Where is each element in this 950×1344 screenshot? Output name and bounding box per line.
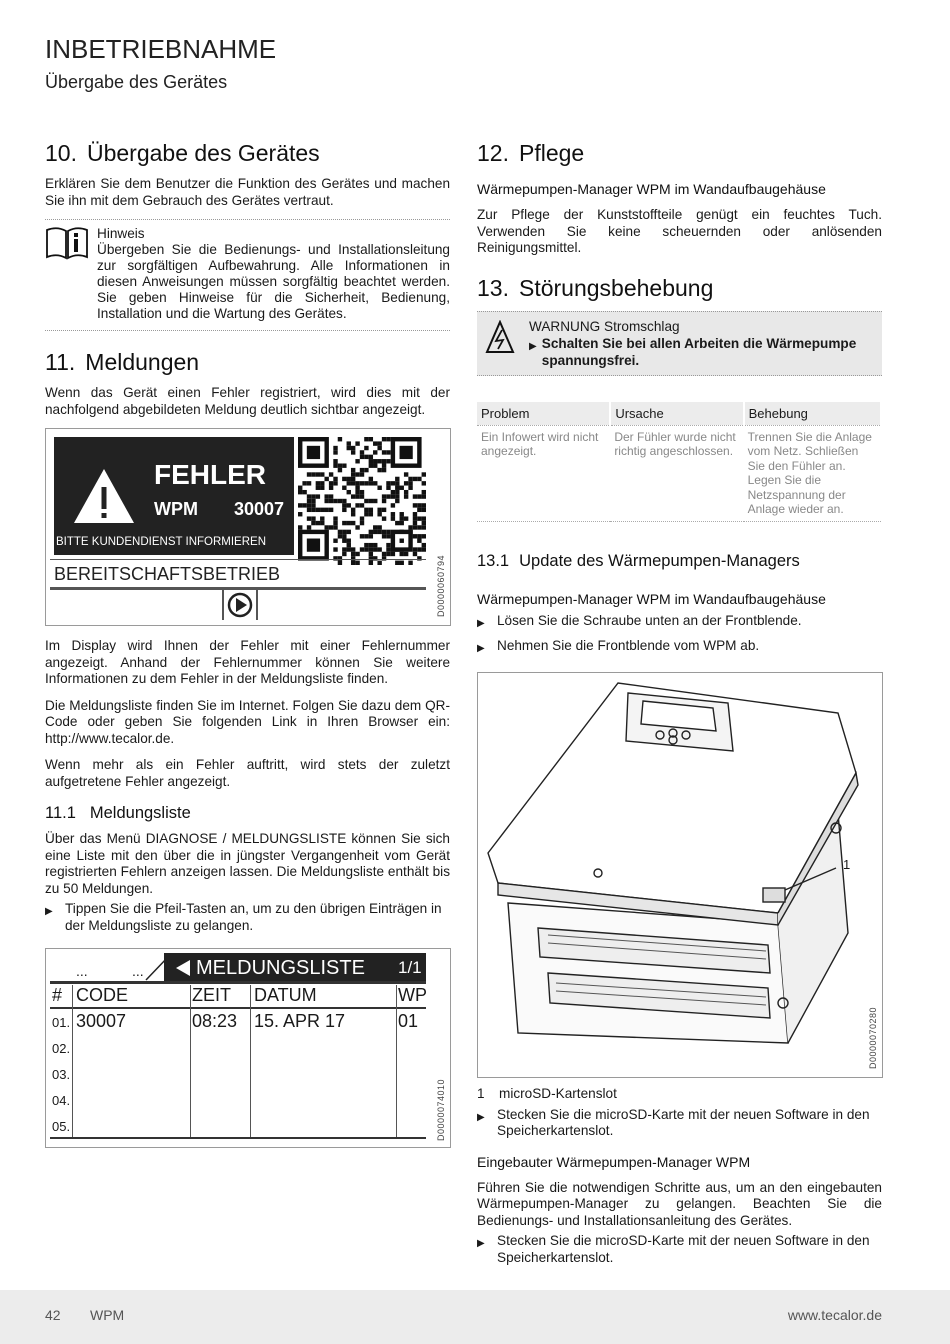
note-title: Hinweis [97,226,145,241]
list-cell: 05. [52,1119,71,1134]
section-12-subheading: Wärmepumpen-Manager WPM im Wandaufbaugehäuse [477,181,826,197]
page-footer [0,1290,950,1344]
error-display-figure [45,428,451,626]
list-cell: 02. [52,1041,71,1056]
section-10-heading: 10. Übergabe des Gerätes [45,140,320,166]
section-13-1-heading: 13.1 Update des Wärmepumpen-Managers [477,551,800,570]
message-list-figure [45,948,451,1148]
list-cell: 01. [52,1015,71,1030]
section-13-heading: 13. Störungsbehebung [477,274,714,301]
play-circle-icon [224,590,256,620]
list-cell: 04. [52,1093,71,1108]
section-12-heading: 12. Pflege [477,140,585,166]
list-title: MELDUNGSLISTE [196,957,365,979]
left-column [45,140,450,1148]
back-arrow-icon[interactable] [174,959,192,977]
bullet-triangle-icon: ▶ [477,1111,485,1123]
table-cell: Trennen Sie die Anlage vom Netz. Schließen Sie den Fühler an. Legen Sie die Netzspannung der Anlage wieder an. [744,425,881,521]
list-cell: 08:23 [192,1011,238,1031]
list-cell: 15. APR 17 [254,1011,346,1031]
table-cell: Ein Infowert wird nicht angezeigt. [477,425,610,521]
list-header: WP [398,985,427,1005]
section-11-heading: 11. Meldungen [45,349,200,375]
table-row [477,425,881,521]
list-header: DATUM [254,985,317,1005]
figure-legend [477,1086,882,1101]
list-page: 1/1 [398,958,422,977]
bullet-triangle-icon: ▶ [477,1238,485,1249]
bullet-triangle-icon: ▶ [529,340,537,352]
section-11-1-text: Über das Menü DIAGNOSE / MELDUNGSLISTE können Sie sich eine Liste mit den über die in jüngster Vergangenheit vom Gerät registrierten Fehlern anzeigen lassen. Die Meldungsliste enthält bis zu 50 Meldungen. [45,831,450,896]
next-button[interactable] [222,590,258,620]
warning-triangle-icon [72,467,136,525]
bullet-triangle-icon: ▶ [45,906,53,917]
chapter-subtitle: Übergabe des Gerätes [45,72,228,92]
section-13-1-subheading: Wärmepumpen-Manager WPM im Wandaufbaugehäuse [477,590,826,607]
document-name: WPM [90,1307,125,1323]
section-11-p3: Wenn mehr als ein Fehler auftritt, wird stets der zuletzt aufgetretene Fehler angezeigt. [45,757,450,789]
figure-id: D0000060794 [436,554,446,617]
legend-number: 1 [477,1085,485,1101]
bullet-item: ▶ Tippen Sie die Pfeil-Tasten an, um zu den übrigen Einträgen in der Meldungsliste zu gelangen. [45,901,442,933]
warning-box [477,311,882,376]
qr-code-icon[interactable] [298,437,426,565]
error-device: WPM [154,499,198,519]
manual-info-icon [45,226,89,322]
table-cell: Der Fühler wurde nicht richtig angeschlossen. [610,425,743,521]
table-header: Behebung [744,402,881,426]
bullet-item: ▶ Stecken Sie die microSD-Karte mit der neuen Software in den Speicherkartenslot. [477,1106,870,1138]
list-header: CODE [76,985,129,1005]
section-11-p2: Die Meldungsliste finden Sie im Internet. Folgen Sie dazu dem QR-Code oder geben Sie folgenden Link in Ihren Browser ein: http://www.tecalor.de. [45,697,450,746]
list-cell: 03. [52,1067,71,1082]
section-11-intro: Wenn das Gerät einen Fehler registriert, wird dies mit der nachfolgend abgebildeten Meldung deutlich sichtbar angezeigt. [45,385,450,417]
list-cell: 30007 [76,1011,127,1031]
figure-id: D0000070280 [868,1006,878,1069]
note-text: Übergeben Sie die Bedienungs- und Installationsleitung zur sorgfältigen Aufbewahrung. Alle Informationen in diesen Anweisungen müssen sorgfältig beachtet werden. Sie geben Hinweise für die Sicherheit, Bedienung, Installation und die Wartung des Gerätes. [97,242,450,321]
wpm-device-illustration [478,673,882,1077]
section-12-text: Zur Pflege der Kunststoffteile genügt ein feuchtes Tuch. Verwenden Sie keine scheuernden oder anlösenden Reinigungsmittel. [477,207,882,255]
section-11-1-heading: 11.1 Meldungsliste [45,804,191,822]
bullet-triangle-icon: ▶ [477,643,485,654]
troubleshooting-table [477,402,882,522]
note-box [45,220,450,330]
bullet-item: ▶ Stecken Sie die microSD-Karte mit der neuen Software in den Speicherkartenslot. [477,1233,870,1265]
crumb-1: ... [76,963,88,979]
figure-id: D0000074010 [436,1078,446,1141]
bullet-item: ▶ Lösen Sie die Schraube unten an der Frontblende. [477,613,882,633]
bullet-triangle-icon: ▶ [477,617,485,629]
section-11-p1: Im Display wird Ihnen der Fehler mit einer Fehlernummer angezeigt. Anhand der Fehlernummer können Sie weitere Informationen zu dem Fehler in der Meldungsliste finden. [45,638,450,686]
table-header: Problem [477,402,610,426]
section-13-1-subheading-2: Eingebauter Wärmepumpen-Manager WPM [477,1153,751,1170]
warning-title: WARNUNG Stromschlag [529,318,680,334]
right-column [477,140,882,1272]
error-code: 30007 [234,499,285,519]
section-10-text: Erklären Sie dem Benutzer die Funktion des Gerätes und machen Sie ihn mit dem Gebrauch des Gerätes vertraut. [45,176,450,208]
service-message: BITTE KUNDENDIENST INFORMIEREN [56,536,266,548]
warning-text: Schalten Sie bei allen Arbeiten die Wärmepumpe spannungsfrei. [541,335,857,368]
table-header: Ursache [610,402,743,426]
page-number: 42 [45,1307,61,1323]
error-label: FEHLER [154,459,266,490]
status-text: BEREITSCHAFTSBETRIEB [54,564,281,584]
figure-callout: 1 [843,856,851,872]
bullet-item: ▶ Nehmen Sie die Frontblende vom WPM ab. [477,638,882,658]
electric-hazard-icon [485,320,515,354]
list-header: # [52,985,63,1005]
list-cell: 01 [398,1011,419,1031]
list-header: ZEIT [192,985,231,1005]
chapter-title: INBETRIEBNAHME [45,34,277,64]
website-link[interactable]: www.tecalor.de [787,1307,882,1323]
section-13-1-text: Führen Sie die notwendigen Schritte aus, um an den eingebauten Wärmepumpen-Manager zu gelangen. Beachten Sie die Bedienungs- und Installationsanleitung des Gerätes. [477,1179,882,1228]
device-figure [477,672,883,1078]
legend-text: microSD-Kartenslot [499,1085,617,1101]
crumb-2: ... [132,963,144,979]
